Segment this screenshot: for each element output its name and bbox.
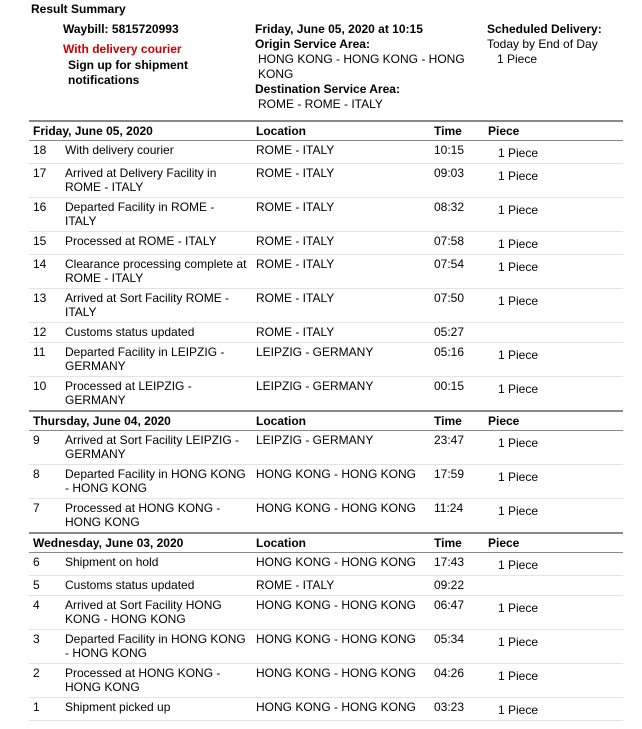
event-time: 06:47 [430,596,484,630]
event-description: With delivery courier [61,141,252,164]
event-number: 14 [29,255,61,289]
event-time: 09:22 [430,576,484,596]
event-number: 5 [29,576,61,596]
event-description: Arrived at Sort Facility LEIPZIG - GERMANY [61,431,252,465]
event-piece: 1 Piece [484,553,623,576]
event-row [29,553,623,576]
event-row [29,198,623,232]
event-number: 3 [29,630,61,664]
event-row [29,499,623,534]
event-location: LEIPZIG - GERMANY [252,431,430,465]
event-piece: 1 Piece [484,465,623,499]
event-time: 17:43 [430,553,484,576]
group-date: Wednesday, June 03, 2020 [29,533,252,553]
event-time: 17:59 [430,465,484,499]
result-summary [0,22,642,117]
event-location: ROME - ITALY [252,141,430,164]
event-number: 7 [29,499,61,534]
event-time: 05:27 [430,323,484,343]
event-piece: 1 Piece [484,289,623,323]
event-time: 07:54 [430,255,484,289]
waybill-column [63,22,248,88]
event-time: 07:50 [430,289,484,323]
event-number: 13 [29,289,61,323]
date-group-header [29,411,623,431]
signup-notifications-link[interactable] [63,58,248,88]
event-location: ROME - ITALY [252,323,430,343]
event-number: 9 [29,431,61,465]
event-piece: 1 Piece [484,431,623,465]
event-number: 15 [29,232,61,255]
event-row [29,664,623,698]
page-title: Result Summary [31,2,126,16]
event-description: Shipment on hold [61,553,252,576]
scheduled-label: Scheduled Delivery: [487,22,602,36]
event-number: 1 [29,698,61,721]
event-location: HONG KONG - HONG KONG [252,553,430,576]
event-time: 04:26 [430,664,484,698]
event-row [29,255,623,289]
event-location: HONG KONG - HONG KONG [252,596,430,630]
event-time: 07:58 [430,232,484,255]
event-description: Shipment picked up [61,698,252,721]
event-time: 10:15 [430,141,484,164]
event-piece: 1 Piece [484,164,623,198]
event-row [29,232,623,255]
event-description: Departed Facility in LEIPZIG - GERMANY [61,343,252,377]
event-piece [484,576,623,596]
event-row [29,164,623,198]
event-piece: 1 Piece [484,198,623,232]
event-row [29,698,623,721]
event-number: 16 [29,198,61,232]
event-row [29,465,623,499]
event-description: Arrived at Delivery Facility in ROME - ITALY [61,164,252,198]
event-row [29,141,623,164]
event-description: Departed Facility in ROME - ITALY [61,198,252,232]
group-date: Thursday, June 04, 2020 [29,411,252,431]
event-description: Arrived at Sort Facility HONG KONG - HONG KONG [61,596,252,630]
event-row [29,596,623,630]
event-time: 11:24 [430,499,484,534]
event-description: Customs status updated [61,576,252,596]
time-header: Time [430,411,484,431]
event-time: 08:32 [430,198,484,232]
event-time: 05:16 [430,343,484,377]
location-header: Location [252,411,430,431]
event-location: ROME - ITALY [252,289,430,323]
piece-header: Piece [484,121,623,141]
event-time: 03:23 [430,698,484,721]
event-piece: 1 Piece [484,664,623,698]
event-location: HONG KONG - HONG KONG [252,698,430,721]
event-number: 18 [29,141,61,164]
signup-line-2: notifications [68,73,140,87]
event-piece: 1 Piece [484,141,623,164]
event-time: 05:34 [430,630,484,664]
event-description: Clearance processing complete at ROME - ITALY [61,255,252,289]
event-description: Processed at HONG KONG - HONG KONG [61,499,252,534]
scheduled-value: Today by End of Day [487,37,598,51]
event-piece: 1 Piece [484,343,623,377]
piece-count: 1 Piece [497,52,538,66]
scheduled-column [487,22,637,67]
event-piece: 1 Piece [484,377,623,412]
event-description: Processed at HONG KONG - HONG KONG [61,664,252,698]
event-location: HONG KONG - HONG KONG [252,465,430,499]
event-number: 8 [29,465,61,499]
origin-label: Origin Service Area: [255,37,370,51]
destination-value: ROME - ROME - ITALY [258,97,383,111]
event-piece [484,323,623,343]
event-piece: 1 Piece [484,255,623,289]
event-location: ROME - ITALY [252,232,430,255]
delivery-status: With delivery courier [63,42,182,56]
event-number: 12 [29,323,61,343]
event-location: ROME - ITALY [252,255,430,289]
event-row [29,289,623,323]
event-number: 17 [29,164,61,198]
location-header: Location [252,121,430,141]
event-time: 09:03 [430,164,484,198]
event-row [29,377,623,412]
event-location: ROME - ITALY [252,576,430,596]
event-piece: 1 Piece [484,698,623,721]
event-number: 4 [29,596,61,630]
event-description: Arrived at Sort Facility ROME - ITALY [61,289,252,323]
event-row [29,576,623,596]
group-date: Friday, June 05, 2020 [29,121,252,141]
event-location: HONG KONG - HONG KONG [252,664,430,698]
event-location: LEIPZIG - GERMANY [252,343,430,377]
event-row [29,431,623,465]
event-description: Processed at ROME - ITALY [61,232,252,255]
date-group-header [29,121,623,141]
piece-header: Piece [484,411,623,431]
event-location: LEIPZIG - GERMANY [252,377,430,412]
origin-value-line-2: KONG [258,67,294,81]
shipment-date: Friday, June 05, 2020 at 10:15 [255,22,423,36]
time-header: Time [430,121,484,141]
event-location: ROME - ITALY [252,198,430,232]
time-header: Time [430,533,484,553]
event-piece: 1 Piece [484,232,623,255]
event-time: 23:47 [430,431,484,465]
event-location: HONG KONG - HONG KONG [252,630,430,664]
location-header: Location [252,533,430,553]
event-row [29,343,623,377]
event-piece: 1 Piece [484,596,623,630]
event-number: 6 [29,553,61,576]
event-row [29,323,623,343]
event-description: Departed Facility in HONG KONG - HONG KONG [61,630,252,664]
event-location: ROME - ITALY [252,164,430,198]
event-time: 00:15 [430,377,484,412]
event-location: HONG KONG - HONG KONG [252,499,430,534]
origin-value-line-1: HONG KONG - HONG KONG - HONG [258,52,465,66]
event-number: 2 [29,664,61,698]
event-piece: 1 Piece [484,499,623,534]
tracking-history-table [29,120,623,721]
event-description: Processed at LEIPZIG - GERMANY [61,377,252,412]
event-row [29,630,623,664]
waybill-number: Waybill: 5815720993 [63,22,179,36]
date-group-header [29,533,623,553]
event-description: Departed Facility in HONG KONG - HONG KONG [61,465,252,499]
event-description: Customs status updated [61,323,252,343]
signup-line-1: Sign up for shipment [68,58,188,72]
service-area-column [255,22,480,112]
event-piece: 1 Piece [484,630,623,664]
destination-label: Destination Service Area: [255,82,400,96]
event-number: 10 [29,377,61,412]
event-number: 11 [29,343,61,377]
piece-header: Piece [484,533,623,553]
